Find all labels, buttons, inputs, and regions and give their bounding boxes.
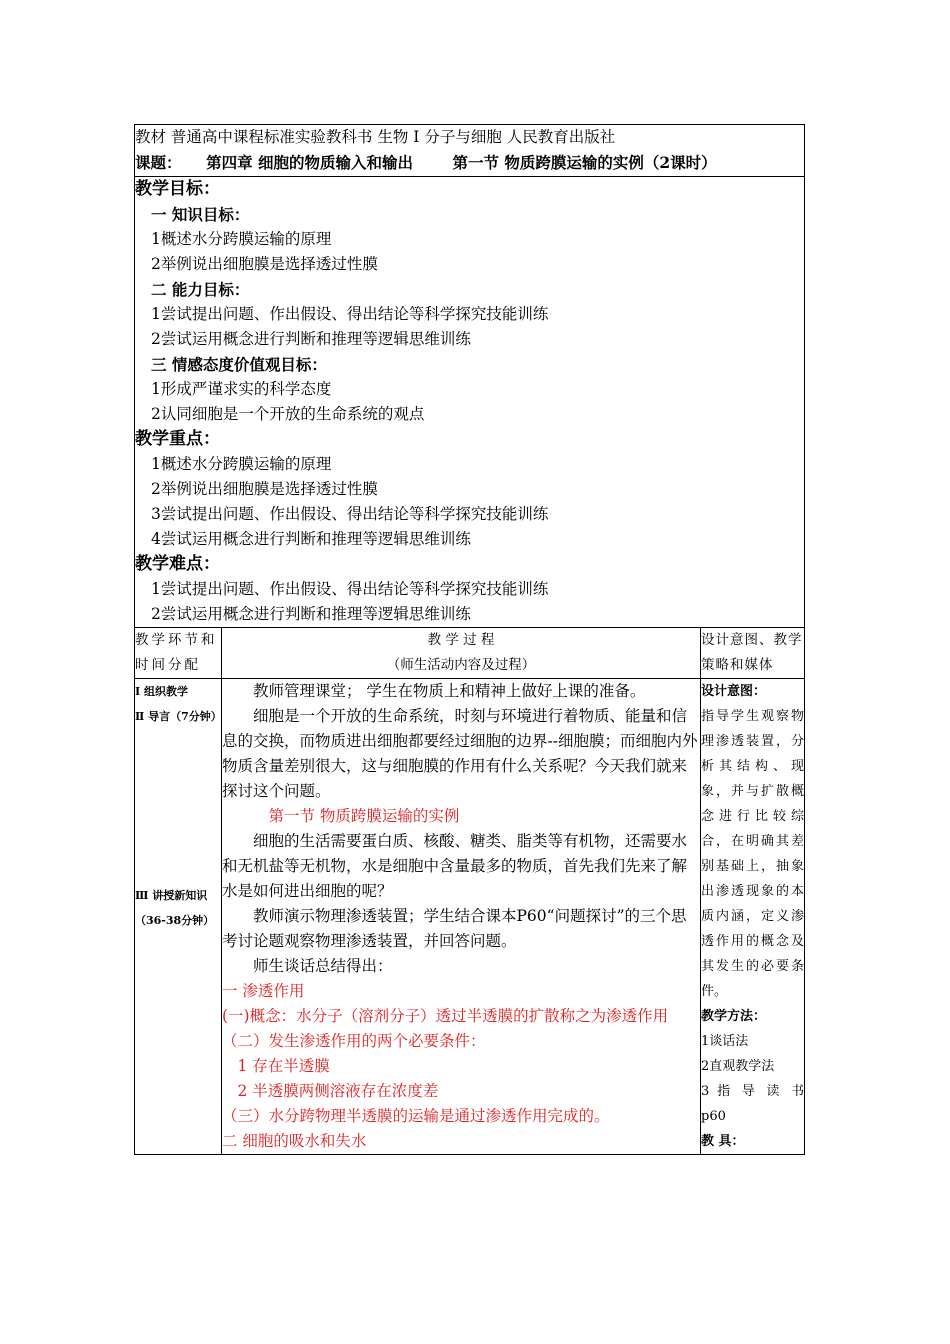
method-item: 3 指 导 读 书 p60 (701, 1084, 805, 1124)
tools-heading: 教 具： (701, 1134, 745, 1149)
ability-item: 1尝试提出问题、作出假设、得出结论等科学探究技能训练 (151, 305, 549, 323)
process-paragraph: 细胞是一个开放的生命系统，时刻与环境进行着物质、能量和信息的交换，而物质进出细胞都要经过细胞的边界--细胞膜；而细胞内外物质含量差别很大，这与细胞膜的作用有什么关系呢？今天我们就来探讨这个问题。 (222, 707, 698, 800)
key-points-heading: 教学重点： (135, 429, 220, 449)
stage-column-header: 教学环节和时间分配 (135, 628, 222, 679)
objectives-heading: 教学目标： (135, 179, 220, 199)
process-paragraph: 细胞的生活需要蛋白质、核酸、糖类、脂类等有机物，还需要水和无机盐等无机物，水是细胞中含量最多的物质，首先我们先来了解水是如何进出细胞的呢？ (222, 832, 688, 900)
lesson-plan-table (134, 124, 805, 1155)
process-paragraph: 教师演示物理渗透装置；学生结合课本P60“问题探讨”的三个思考讨论题观察物理渗透装置，并回答问题。 (222, 907, 687, 950)
knowledge-heading: 一 知识目标： (151, 205, 250, 224)
emotion-item: 2认同细胞是一个开放的生命系统的观点 (151, 405, 425, 423)
emotion-item: 1形成严谨求实的科学态度 (151, 380, 332, 398)
osmosis-heading: 一 渗透作用 (222, 982, 305, 1000)
knowledge-item: 1概述水分跨膜运输的原理 (151, 230, 332, 248)
textbook-line: 教材 普通高中课程标准实验教科书 生物 Ⅰ 分子与细胞 人民教育出版社 (135, 128, 616, 146)
osmosis-concept: (一)概念：水分子（溶剂分子）透过半透膜的扩散称之为渗透作用 (222, 1007, 669, 1025)
key-point-item: 2举例说出细胞膜是选择透过性膜 (151, 480, 378, 498)
emotion-heading: 三 情感态度价值观目标： (151, 355, 327, 374)
process-column-header: 教 学 过 程 (427, 632, 495, 648)
content-row (135, 679, 805, 1155)
process-paragraph: 师生谈话总结得出： (253, 957, 393, 975)
method-item: 2直观教学法 (701, 1059, 775, 1074)
process-column-subheader: （师生活动内容及过程） (386, 657, 536, 673)
stage-new-knowledge: Ⅲ 讲授新知识（36-38分钟） (135, 889, 215, 927)
difficulties-heading: 教学难点： (135, 554, 220, 574)
ability-heading: 二 能力目标： (151, 280, 250, 299)
topic-line (135, 150, 804, 176)
difficulty-item: 2尝试运用概念进行判断和推理等逻辑思维训练 (151, 605, 471, 623)
process-paragraph: 教师管理课堂； 学生在物质上和精神上做好上课的准备。 (253, 682, 646, 700)
objectives-row (135, 177, 805, 628)
method-item: 1谈话法 (701, 1034, 749, 1049)
design-column-header: 设计意图、教学策略和媒体 (701, 628, 805, 679)
osmosis-conditions-heading: （二）发生渗透作用的两个必要条件： (222, 1032, 486, 1050)
osmosis-condition: 1 存在半透膜 (237, 1057, 330, 1075)
osmosis-conclusion: （三）水分跨物理半透膜的运输是通过渗透作用完成的。 (222, 1107, 610, 1125)
knowledge-item: 2举例说出细胞膜是选择透过性膜 (151, 255, 378, 273)
difficulty-item: 1尝试提出问题、作出假设、得出结论等科学探究技能训练 (151, 580, 549, 598)
key-point-item: 1概述水分跨膜运输的原理 (151, 455, 332, 473)
methods-heading: 教学方法： (701, 1009, 767, 1024)
stage-organize: Ⅰ 组织教学 (135, 685, 188, 698)
column-header-row (135, 628, 805, 679)
key-point-item: 3尝试提出问题、作出假设、得出结论等科学探究技能训练 (151, 505, 549, 523)
osmosis-condition: 2 半透膜两侧溶液存在浓度差 (237, 1082, 439, 1100)
design-intent-heading: 设计意图： (701, 684, 767, 699)
cell-water-heading: 二 细胞的吸水和失水 (222, 1132, 367, 1150)
lesson-plan-document (134, 124, 804, 1155)
section-heading-red: 第一节 物质跨膜运输的实例 (268, 807, 460, 825)
section-title: 第一节 物质跨膜运输的实例（2课时） (452, 153, 717, 172)
chapter-title: 第四章 细胞的物质输入和输出 (206, 153, 414, 172)
design-intent-text: 指导学生观察物理渗透装置，分析其结构、现象，并与扩散概念进行比较综合，在明确其差别基础上，抽象出渗透现象的本质内涵，定义渗透作用的概念及其发生的必要条件。 (701, 709, 805, 999)
header-row (135, 125, 805, 177)
stage-intro: Ⅱ 导言（7分钟） (135, 710, 222, 723)
topic-label: 课题： (135, 153, 182, 172)
ability-item: 2尝试运用概念进行判断和推理等逻辑思维训练 (151, 330, 471, 348)
key-point-item: 4尝试运用概念进行判断和推理等逻辑思维训练 (151, 530, 471, 548)
